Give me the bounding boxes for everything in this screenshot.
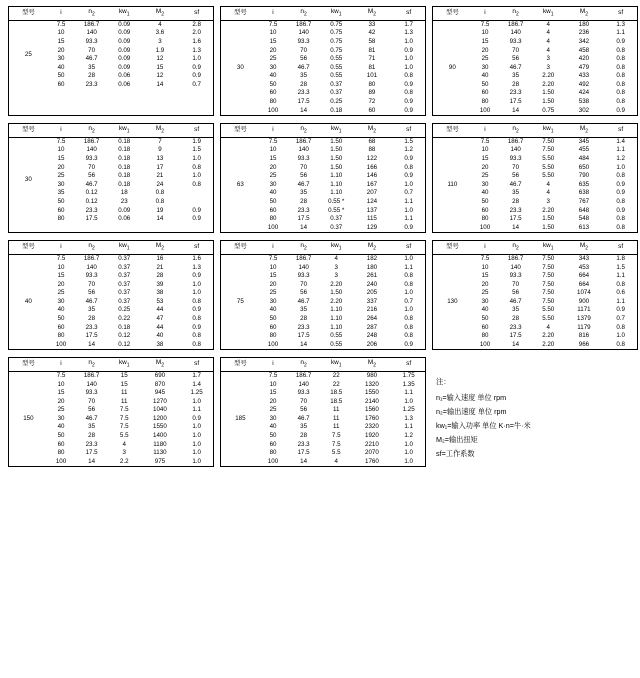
header-sf: sf <box>604 124 637 137</box>
header-i: i <box>472 124 499 137</box>
table-row: 30 46.7 0.09 12 1.0 <box>57 55 201 63</box>
header-n2: $n_2$ <box>74 358 109 371</box>
header-n2: $n_2$ <box>74 7 109 20</box>
header-n2: $n_2$ <box>498 124 533 137</box>
table-row: 50 28 5.50 1379 0.7 <box>481 314 625 322</box>
header-i: i <box>48 124 75 137</box>
header-m2: $M_2$ <box>564 241 605 254</box>
table-row: 10 140 15 870 1.4 <box>57 380 201 388</box>
table-row: 25 56 5.50 790 0.8 <box>481 172 625 180</box>
table-row: 60 23.3 4 1180 1.0 <box>57 440 201 448</box>
table-row: 50 28 3 767 0.8 <box>481 197 625 205</box>
header-model: 型号 <box>9 124 48 137</box>
header-m2: $M_2$ <box>352 7 393 20</box>
table-row: 15 93.3 0.09 3 1.6 <box>57 38 201 46</box>
table-row: 80 17.5 0.37 115 1.1 <box>269 215 413 223</box>
table-row: 80 17.5 1.50 538 0.8 <box>481 98 625 106</box>
table-row: 30 46.7 2.20 337 0.7 <box>269 297 413 305</box>
model-label: 185 <box>235 414 246 422</box>
header-sf: sf <box>180 358 213 371</box>
table-row: 50 28 2.20 492 0.8 <box>481 80 625 88</box>
header-model: 型号 <box>433 124 472 137</box>
table-row: 60 23.3 0.37 89 0.8 <box>269 89 413 97</box>
table-row: 100 14 0.55 206 0.9 <box>267 340 413 348</box>
spec-table <box>221 241 425 349</box>
table-row: 10 140 1.50 88 1.2 <box>269 146 413 154</box>
table-row: 35 0.12 18 0.8 <box>57 189 165 197</box>
table-row: 30 46.7 4 635 0.9 <box>481 180 625 188</box>
header-kw1: $kw_1$ <box>533 241 564 254</box>
spec-block-30b <box>8 123 214 233</box>
table-row: 25 7.5 186.7 0.09 4 2.8 <box>9 20 213 29</box>
header-sf: sf <box>180 124 213 137</box>
header-m2: $M_2$ <box>140 7 181 20</box>
header-i: i <box>260 358 287 371</box>
table-row: 40 35 0.55 101 0.8 <box>269 72 413 80</box>
table-row: 60 23.3 0.18 44 0.9 <box>57 323 201 331</box>
table-row: 130 7.5 186.7 7.50 343 1.8 <box>433 254 637 263</box>
table-row: 50 28 0.22 47 0.8 <box>57 314 201 322</box>
header-kw1: $kw_1$ <box>321 241 352 254</box>
table-row: 25 56 7.5 1040 1.1 <box>57 406 201 414</box>
header-i: i <box>48 241 75 254</box>
header-model: 型号 <box>9 241 48 254</box>
header-model: 型号 <box>433 7 472 20</box>
header-n2: $n_2$ <box>74 124 109 137</box>
table-row: 50 28 0.55 * 124 1.1 <box>269 197 413 205</box>
table-row: 10 140 3 180 1.1 <box>269 263 413 271</box>
table-row: 40 7.5 186.7 0.37 16 1.6 <box>9 254 213 263</box>
table-row: 30 46.7 0.37 53 0.8 <box>57 297 201 305</box>
table-row: 20 70 5.50 650 1.0 <box>481 163 625 171</box>
table-row: 25 56 11 1560 1.25 <box>269 406 415 414</box>
table-row: 63 7.5 186.7 1.50 68 1.5 <box>221 137 425 146</box>
header-kw1: $kw_1$ <box>109 241 140 254</box>
table-row: 80 17.5 3 1130 1.0 <box>57 449 201 457</box>
header-n2: $n_2$ <box>286 124 321 137</box>
table-header-row <box>433 124 637 137</box>
header-n2: $n_2$ <box>286 241 321 254</box>
table-row: 15 93.3 0.18 13 1.0 <box>57 155 201 163</box>
table-header-row <box>9 358 213 371</box>
table-row: 60 23.3 0.06 14 0.7 <box>57 80 201 88</box>
table-row: 15 93.3 18.5 1550 1.1 <box>269 389 413 397</box>
table-row: 15 93.3 5.50 484 1.2 <box>481 155 625 163</box>
table-header-row <box>221 241 425 254</box>
table-row: 25 56 0.18 21 1.0 <box>57 172 201 180</box>
header-sf: sf <box>604 7 637 20</box>
table-row: 100 14 0.18 60 0.9 <box>267 106 413 114</box>
header-model: 型号 <box>433 241 472 254</box>
table-row: 30 46.7 0.55 81 1.0 <box>269 63 413 71</box>
legend-title: 注： <box>436 377 451 387</box>
spec-block-75 <box>220 240 426 350</box>
table-row: 75 7.5 186.7 4 182 1.0 <box>221 254 425 263</box>
table-row: 100 14 2.2 975 1.0 <box>55 457 201 465</box>
spec-block-25 <box>8 6 214 116</box>
spec-block-110 <box>432 123 638 233</box>
spec-table <box>221 124 425 232</box>
table-row: 50 28 0.37 80 0.9 <box>269 80 413 88</box>
spec-block-150 <box>8 357 214 467</box>
model-label: 110 <box>447 180 458 188</box>
table-row: 90 7.5 186.7 4 180 1.3 <box>433 20 637 29</box>
table-row: 15 93.3 4 342 0.9 <box>481 38 625 46</box>
table-row: 100 14 0.37 129 0.9 <box>267 223 413 231</box>
table-row: 50 0.12 23 0.8 <box>57 197 165 205</box>
header-sf: sf <box>392 124 425 137</box>
table-row: 80 17.5 0.25 72 0.9 <box>269 98 413 106</box>
legend-line-sf: sf=工作系数 <box>436 449 475 459</box>
legend-line-n2: n₂=输出速度 单位 rpm <box>436 407 507 417</box>
header-n2: $n_2$ <box>498 7 533 20</box>
table-row: 20 70 11 1270 1.0 <box>57 397 201 405</box>
model-label: 63 <box>236 180 244 188</box>
spec-block-130 <box>432 240 638 350</box>
spec-block-185 <box>220 357 426 467</box>
table-row: 15 93.3 1.50 122 0.9 <box>269 155 413 163</box>
table-row: 40 35 7.5 1550 1.0 <box>57 423 201 431</box>
table-row: 25 56 0.55 71 1.0 <box>269 55 413 63</box>
table-row: 40 35 11 2320 1.1 <box>269 423 413 431</box>
spec-table <box>221 7 425 115</box>
table-row: 100 14 2.20 966 0.8 <box>479 340 625 348</box>
table-row: 100 14 1.50 613 0.8 <box>479 223 625 231</box>
header-model: 型号 <box>221 7 260 20</box>
table-row: 100 14 0.75 302 0.9 <box>479 106 625 114</box>
table-row: 10 140 0.09 3.6 2.0 <box>57 29 201 37</box>
header-model: 型号 <box>221 124 260 137</box>
table-row: 10 140 0.18 9 1.5 <box>57 146 201 154</box>
header-sf: sf <box>180 241 213 254</box>
table-row: 10 140 7.50 455 1.1 <box>481 146 625 154</box>
header-kw1: $kw_1$ <box>321 7 352 20</box>
table-row: 30 46.7 1.10 167 1.0 <box>269 180 413 188</box>
table-row: 10 140 7.50 453 1.5 <box>481 263 625 271</box>
table-row: 50 28 7.5 1920 1.2 <box>269 432 413 439</box>
table-row: 60 23.3 7.5 2210 1.0 <box>269 440 413 448</box>
table-row: 30 46.7 11 1760 1.3 <box>269 414 413 422</box>
header-m2: $M_2$ <box>140 241 181 254</box>
header-i: i <box>260 124 287 137</box>
header-kw1: $kw_1$ <box>109 358 140 371</box>
table-row: 25 56 1.50 205 1.0 <box>269 289 413 297</box>
table-row: 60 23.3 2.20 648 0.9 <box>481 206 625 214</box>
table-header-row <box>9 7 213 20</box>
table-row: 25 56 1.10 146 0.9 <box>269 172 413 180</box>
spec-table <box>221 358 425 466</box>
header-i: i <box>472 241 499 254</box>
table-row: 40 35 2.20 433 0.8 <box>481 72 625 80</box>
table-header-row <box>221 358 425 371</box>
header-kw1: $kw_1$ <box>533 7 564 20</box>
table-header-row <box>433 241 637 254</box>
table-header-row <box>9 241 213 254</box>
header-i: i <box>472 7 499 20</box>
table-row: 100 14 4 1760 1.0 <box>267 457 413 465</box>
table-row: 60 23.3 1.10 287 0.8 <box>269 323 413 331</box>
table-row: 30 7.5 186.7 0.75 33 1.7 <box>221 20 425 29</box>
table-row: 40 35 1.10 216 1.0 <box>269 306 413 314</box>
table-row: 20 70 0.18 17 0.8 <box>57 163 201 171</box>
table-row: 60 23.3 1.50 424 0.8 <box>481 89 625 97</box>
legend-line-m2: M₂=输出扭矩 <box>436 435 478 445</box>
table-header-row <box>433 7 637 20</box>
table-row: 50 28 1.10 264 0.8 <box>269 314 413 322</box>
header-sf: sf <box>180 7 213 20</box>
header-m2: $M_2$ <box>564 7 605 20</box>
table-row: 15 93.3 11 945 1.25 <box>57 389 203 397</box>
table-row: 80 17.5 0.06 14 0.9 <box>57 215 201 223</box>
table-row: 50 28 0.06 12 0.9 <box>57 72 201 80</box>
table-row: 20 70 0.37 39 1.0 <box>57 280 201 288</box>
table-row: 20 70 1.50 166 0.8 <box>269 163 413 171</box>
table-row: 20 70 2.20 240 0.8 <box>269 280 413 288</box>
table-row: 15 93.3 7.50 664 1.1 <box>481 272 625 280</box>
table-row: 20 70 7.50 664 0.8 <box>481 280 625 288</box>
spec-block-90 <box>432 6 638 116</box>
table-row: 30 46.7 3 479 0.8 <box>481 63 625 71</box>
header-i: i <box>48 358 75 371</box>
table-row: 15 93.3 3 261 0.8 <box>269 272 413 280</box>
legend-line-n1: n₁=输入速度 单位 rpm <box>436 393 507 403</box>
table-row: 60 23.3 0.09 19 0.9 <box>57 206 201 214</box>
header-m2: $M_2$ <box>352 358 393 371</box>
header-model: 型号 <box>221 241 260 254</box>
spec-table <box>433 7 637 115</box>
table-row: 80 17.5 1.50 548 0.8 <box>481 215 625 223</box>
table-row: 80 17.5 2.20 816 1.0 <box>481 332 625 340</box>
header-i: i <box>260 7 287 20</box>
spec-table <box>9 241 213 349</box>
table-row: 15 93.3 0.75 58 1.0 <box>269 38 413 46</box>
model-label: 90 <box>448 63 456 71</box>
table-row: 20 70 0.75 81 0.9 <box>269 46 413 54</box>
table-row: 25 56 7.50 1074 0.6 <box>481 289 625 297</box>
spec-table <box>433 241 637 349</box>
header-n2: $n_2$ <box>286 7 321 20</box>
table-row: 20 70 0.09 1.9 1.3 <box>57 46 201 54</box>
table-row: 80 17.5 0.12 40 0.8 <box>57 332 201 340</box>
table-row: 15 93.3 0.37 28 0.9 <box>57 272 201 280</box>
header-sf: sf <box>604 241 637 254</box>
header-sf: sf <box>392 241 425 254</box>
model-label: 75 <box>236 297 244 305</box>
table-row: 150 7.5 186.7 15 690 1.7 <box>9 371 213 380</box>
table-row: 30 7.5 186.7 0.18 7 1.9 <box>9 137 213 146</box>
header-n2: $n_2$ <box>74 241 109 254</box>
header-kw1: $kw_1$ <box>109 7 140 20</box>
model-label: 30 <box>24 176 32 184</box>
header-kw1: $kw_1$ <box>533 124 564 137</box>
table-row: 30 46.7 7.5 1200 0.9 <box>57 414 201 422</box>
header-i: i <box>260 241 287 254</box>
table-row: 40 35 5.50 1171 0.9 <box>481 306 625 314</box>
header-model: 型号 <box>9 358 48 371</box>
table-row: 40 35 0.09 15 0.9 <box>57 63 201 71</box>
spec-block-63 <box>220 123 426 233</box>
table-row: 25 56 3 420 0.8 <box>481 55 625 63</box>
spec-table <box>9 124 213 223</box>
table-row: 80 17.5 5.5 2070 1.0 <box>269 449 413 457</box>
spec-block-40 <box>8 240 214 350</box>
header-n2: $n_2$ <box>498 241 533 254</box>
header-model: 型号 <box>9 7 48 20</box>
table-header-row <box>9 124 213 137</box>
spec-block-30a <box>220 6 426 116</box>
table-row: 100 14 0.12 38 0.8 <box>55 340 201 348</box>
header-m2: $M_2$ <box>352 241 393 254</box>
header-m2: $M_2$ <box>140 124 181 137</box>
model-label: 130 <box>447 297 458 305</box>
header-m2: $M_2$ <box>352 124 393 137</box>
model-label: 150 <box>23 414 34 422</box>
spec-table <box>433 124 637 232</box>
header-sf: sf <box>392 358 425 371</box>
table-row: 40 35 1.10 207 0.7 <box>269 189 413 197</box>
table-row: 40 35 0.25 44 0.9 <box>57 306 201 314</box>
table-row: 20 70 4 458 0.8 <box>481 46 625 54</box>
table-row: 40 35 4 638 0.9 <box>481 189 625 197</box>
table-row: 50 28 5.5 1400 1.0 <box>57 432 201 439</box>
header-m2: $M_2$ <box>564 124 605 137</box>
header-m2: $M_2$ <box>140 358 181 371</box>
header-sf: sf <box>392 7 425 20</box>
table-row: 185 7.5 186.7 22 980 1.75 <box>221 371 425 380</box>
table-row: 60 23.3 4 1179 0.8 <box>481 323 625 331</box>
header-model: 型号 <box>221 358 260 371</box>
spec-table <box>9 358 213 466</box>
table-row: 10 140 0.37 21 1.3 <box>57 263 201 271</box>
table-row: 30 46.7 0.18 24 0.8 <box>57 180 201 188</box>
spec-table <box>9 7 213 89</box>
table-row: 30 46.7 7.50 900 1.1 <box>481 297 625 305</box>
legend-line-kw1: kw₁=输入功率 单位 K·n=牛·米 <box>436 421 531 431</box>
table-row: 10 140 4 236 1.1 <box>481 29 625 37</box>
header-kw1: $kw_1$ <box>109 124 140 137</box>
legend-notes <box>432 357 638 467</box>
table-row: 60 23.3 0.55 * 137 1.0 <box>269 206 413 214</box>
table-row: 10 140 0.75 42 1.3 <box>269 29 413 37</box>
table-row: 25 56 0.37 38 1.0 <box>57 289 201 297</box>
table-row: 20 70 18.5 2140 1.0 <box>269 397 413 405</box>
model-label: 25 <box>24 50 32 58</box>
header-i: i <box>48 7 75 20</box>
table-row: 110 7.5 186.7 7.50 345 1.4 <box>433 137 637 146</box>
table-header-row <box>221 124 425 137</box>
model-label: 30 <box>236 63 244 71</box>
table-row: 10 140 22 1320 1.35 <box>269 380 415 388</box>
header-n2: $n_2$ <box>286 358 321 371</box>
table-row: 80 17.5 0.55 248 0.8 <box>269 332 413 340</box>
header-kw1: $kw_1$ <box>321 124 352 137</box>
table-header-row <box>221 7 425 20</box>
header-kw1: $kw_1$ <box>321 358 352 371</box>
model-label: 40 <box>24 297 32 305</box>
